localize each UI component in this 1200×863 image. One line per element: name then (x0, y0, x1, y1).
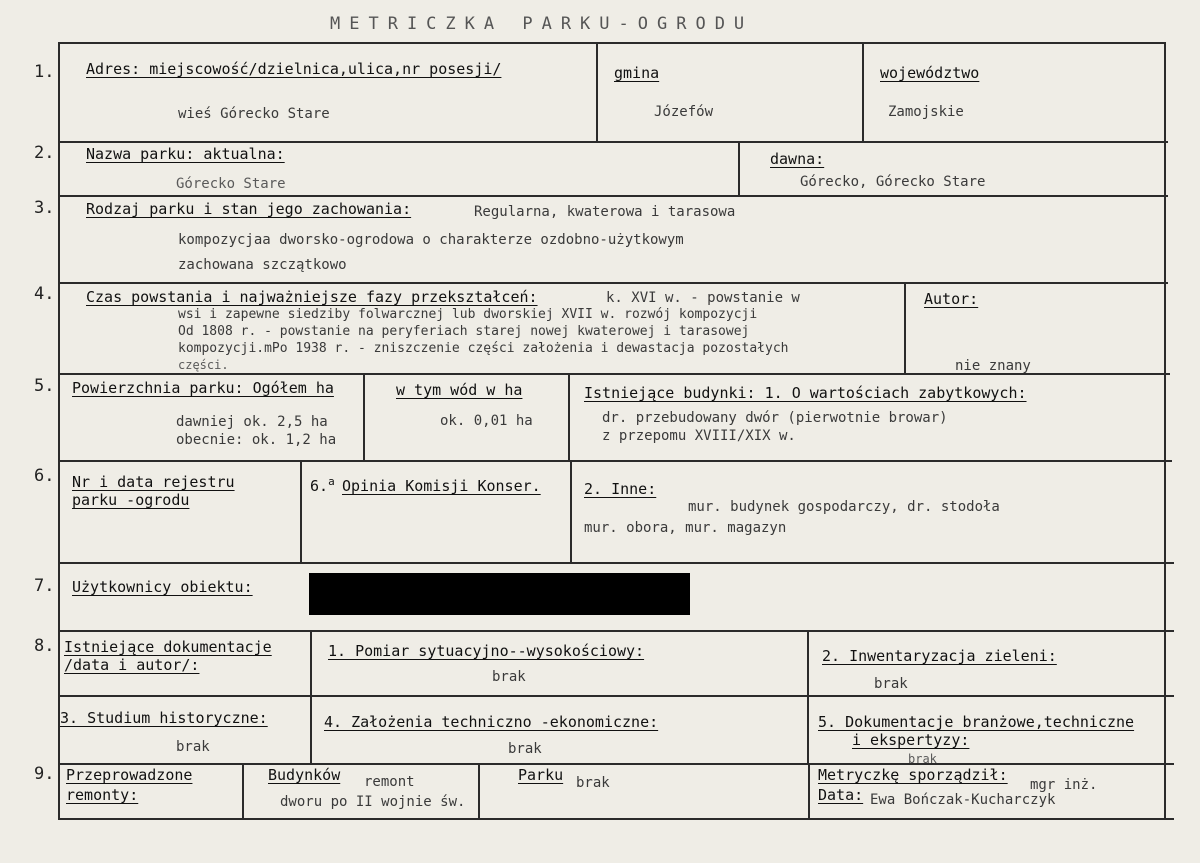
users-label: Użytkownicy obiektu: (72, 578, 253, 596)
register-label: parku -ogrodu (72, 491, 190, 509)
gmina-label: gmina (614, 64, 660, 82)
park-name-current: Górecko Stare (176, 176, 286, 192)
opinion-number-digit: 6. (310, 477, 329, 495)
row-number: 7. (34, 576, 55, 596)
rule-r4 (58, 373, 1170, 375)
documentation-label: /data i autor/: (64, 656, 200, 674)
park-type-line: kompozycjaa dworsko-ogrodowa o charakterze ozdobno-użytkowym (178, 232, 684, 248)
prepared-by-title: mgr inż. (1030, 777, 1098, 793)
rule-v5b (568, 373, 570, 460)
branch-docs-value: brak (908, 752, 937, 763)
row-number: 3. (34, 198, 55, 218)
rule-v9b (478, 763, 480, 818)
park-renovation-value: brak (576, 775, 610, 791)
other-buildings-line: mur. obora, mur. magazyn (584, 520, 787, 536)
other-buildings-line: mur. budynek gospodarczy, dr. stodoła (688, 499, 1000, 515)
buildings-label: Istniejące budynki: 1. O wartościach zabytkowych: (584, 384, 1027, 402)
park-renovation-label: Parku (518, 766, 564, 784)
park-type-line: zachowana szczątkowo (178, 257, 347, 273)
history-line: kompozycji.mPo 1938 r. - zniszczenie części założenia i dewastacja pozostałych (178, 341, 789, 356)
historical-study-value: brak (176, 739, 210, 755)
former-name-label: dawna: (770, 150, 825, 168)
rule-left (58, 42, 60, 818)
buildings-line: z przepomu XVIII/XIX w. (602, 428, 796, 444)
rule-r3 (58, 282, 1168, 284)
branch-docs-label: i ekspertyzy: (852, 731, 970, 749)
row-number: 6. (34, 466, 55, 486)
history-line: części. (178, 358, 229, 372)
park-type-label: Rodzaj parku i stan jego zachowania: (86, 200, 412, 218)
date-label: Data: (818, 786, 864, 804)
park-area-former: dawniej ok. 2,5 ha (176, 414, 328, 430)
water-area-value: ok. 0,01 ha (440, 413, 533, 429)
author-label: Autor: (924, 290, 979, 308)
history-label: Czas powstania i najważniejsze fazy przekształceń: (86, 288, 538, 306)
technical-value: brak (508, 741, 542, 757)
former-name-value: Górecko, Górecko Stare (800, 174, 986, 190)
rule-v8b (807, 630, 809, 763)
park-type-line: Regularna, kwaterowa i tarasowa (474, 204, 736, 220)
prepared-by-name: Ewa Bończak-Kucharczyk (870, 792, 1056, 808)
author-value: nie znany (955, 358, 1031, 373)
opinion-label: Opinia Komisji Konser. (342, 477, 541, 495)
rule-v6a (300, 460, 302, 562)
register-label: Nr i data rejestru (72, 473, 235, 491)
history-line: wsi i zapewne siedziby folwarcznej lub dworskiej XVII w. rozwój kompozycji (178, 307, 758, 322)
row-number: 8. (34, 636, 55, 656)
park-area-current: obecnie: ok. 1,2 ha (176, 432, 337, 448)
rule-v5a (363, 373, 365, 460)
historical-study-label: 3. Studium historyczne: (60, 709, 268, 727)
building-renovation-label: Budynków (268, 766, 341, 784)
row-number: 5. (34, 376, 55, 396)
technical-label: 4. Założenia techniczno -ekonomiczne: (324, 713, 659, 731)
rule-r7 (58, 630, 1174, 632)
rule-r8a (58, 695, 1174, 697)
rule-top (58, 42, 1164, 44)
building-renovation-line: dworu po II wojnie św. (280, 794, 466, 810)
rule-r2 (58, 195, 1168, 197)
buildings-line: dr. przebudowany dwór (pierwotnie browar) (602, 410, 948, 426)
water-area-label: w tym wód w ha (396, 381, 523, 399)
branch-docs-label: 5. Dokumentacje branżowe,techniczne (818, 713, 1135, 731)
address-value: wieś Górecko Stare (178, 106, 330, 122)
row-number: 1. (34, 62, 55, 82)
rule-r1 (58, 141, 1168, 143)
rule-v9a (242, 763, 244, 818)
gmina-value: Józefów (654, 104, 714, 120)
inventory-value: brak (874, 676, 908, 692)
prepared-by-label: Metryczkę sporządził: (818, 766, 1008, 784)
renovations-label: remonty: (66, 786, 139, 804)
rule-v8a (310, 630, 312, 763)
rule-v1a (596, 42, 598, 141)
rule-bottom (58, 818, 1174, 820)
rule-r5 (58, 460, 1172, 462)
rule-v9c (808, 763, 810, 818)
other-buildings-label: 2. Inne: (584, 480, 657, 498)
renovations-label: Przeprowadzone (66, 766, 193, 784)
row-number: 9. (34, 764, 55, 784)
rule-r8b (58, 763, 1174, 765)
survey-label: 1. Pomiar sytuacyjno--wysokościowy: (328, 642, 645, 660)
survey-value: brak (492, 669, 526, 685)
history-line: k. XVI w. - powstanie w (606, 290, 800, 306)
rule-r6 (58, 562, 1174, 564)
opinion-number (310, 475, 335, 495)
address-label: Adres: miejscowość/dzielnica,ulica,nr posesji/ (86, 60, 502, 78)
documentation-label: Istniejące dokumentacje (64, 638, 272, 656)
voivodeship-value: Zamojskie (888, 104, 964, 120)
inventory-label: 2. Inwentaryzacja zieleni: (822, 647, 1057, 665)
row-number: 4. (34, 284, 55, 304)
rule-v2 (738, 141, 740, 195)
rule-v6b (570, 460, 572, 562)
opinion-number-sup: a (328, 475, 335, 488)
park-area-label: Powierzchnia parku: Ogółem ha (72, 379, 334, 397)
voivodeship-label: województwo (880, 64, 980, 82)
redaction-box (309, 573, 690, 615)
history-line: Od 1808 r. - powstanie na peryferiach starej nowej kwaterowej i tarasowej (178, 324, 750, 339)
rule-v4 (904, 282, 906, 373)
row-number: 2. (34, 143, 55, 163)
park-name-label: Nazwa parku: aktualna: (86, 145, 285, 163)
rule-right (1164, 42, 1166, 818)
rule-v1b (862, 42, 864, 141)
card-title: METRICZKA PARKU-OGRODU (330, 14, 754, 34)
building-renovation-line: remont (364, 774, 415, 790)
